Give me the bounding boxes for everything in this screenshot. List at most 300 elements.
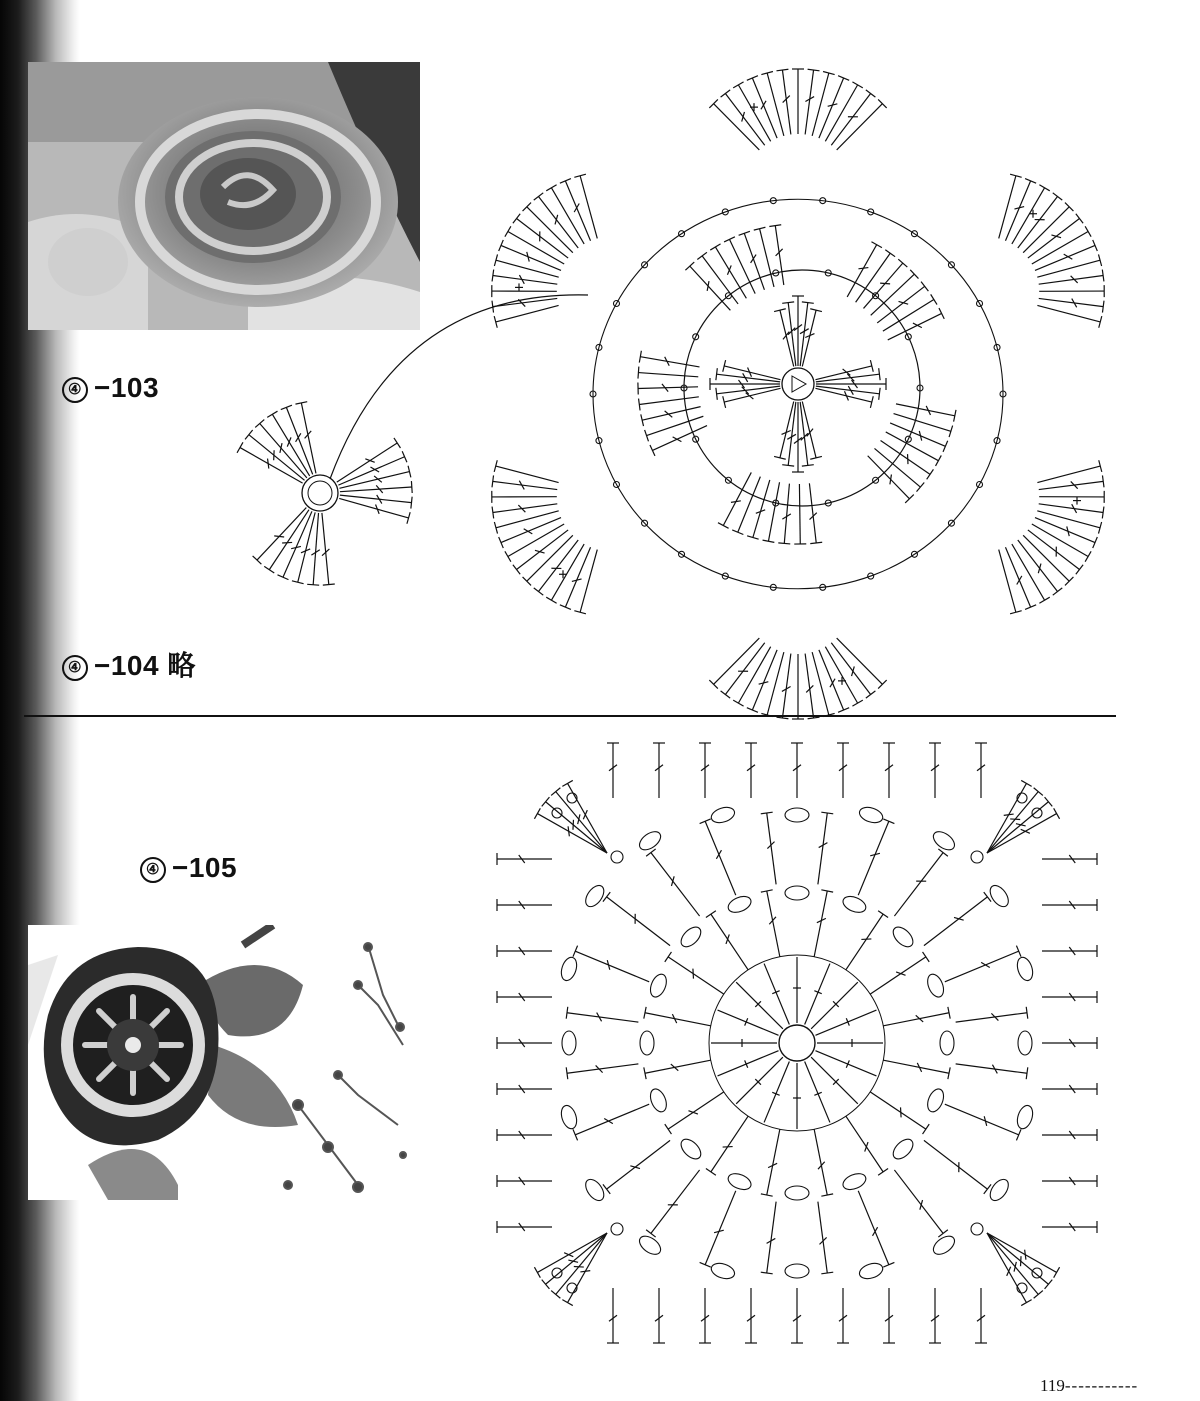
stitch-crossbar — [923, 1124, 930, 1134]
chain-stitch — [611, 1223, 623, 1235]
spoke-stitch — [815, 1010, 876, 1035]
stitch-stem — [987, 1233, 1048, 1284]
stitch-symbol — [782, 302, 796, 366]
single-crochet-symbol — [515, 283, 523, 291]
stitch-crossbar — [267, 411, 277, 417]
stitch-slash — [890, 474, 892, 484]
stitch-symbol — [534, 808, 607, 853]
chain-loop — [582, 882, 607, 910]
item-code: −104 — [94, 650, 160, 681]
stitch-slash — [865, 1142, 868, 1151]
stitch-crossbar — [700, 819, 711, 824]
chain-loop — [562, 1031, 576, 1055]
stitch-stem — [725, 93, 764, 145]
stitch-symbol — [1039, 270, 1104, 285]
stitch-stem — [702, 256, 738, 304]
stitch-slash — [852, 666, 855, 676]
stitch-symbol — [975, 743, 987, 798]
stitch-stem — [556, 792, 607, 853]
stitch-slash — [1004, 814, 1014, 815]
stitch-crossbar — [721, 691, 731, 698]
stitch-slash — [954, 917, 964, 920]
stitch-crossbar — [917, 482, 925, 491]
stitch-symbol — [706, 1116, 748, 1175]
stitch-stem — [987, 1233, 1026, 1303]
stitch-stem — [556, 1233, 607, 1294]
stitch-symbol — [956, 1064, 1028, 1079]
stitch-stem — [815, 366, 871, 380]
stitch-crossbar — [650, 445, 655, 456]
stitch-symbol — [573, 946, 649, 982]
stitch-crossbar — [716, 368, 717, 380]
stitch-crossbar — [492, 507, 494, 519]
start-marker — [792, 376, 806, 392]
stitch-slash — [578, 814, 580, 824]
stitch-stem — [800, 402, 808, 466]
stitch-symbol — [523, 535, 573, 585]
stitch-stem — [705, 1191, 736, 1265]
page-number-value: 119 — [1040, 1376, 1065, 1395]
stitch-crossbar — [782, 465, 794, 466]
stitch-stem — [744, 233, 764, 290]
stitch-stem — [894, 1170, 943, 1233]
stitch-symbol — [492, 491, 557, 503]
stitch-symbol — [566, 1007, 638, 1022]
stitch-symbol — [800, 302, 814, 366]
stitch-symbol — [776, 654, 790, 719]
stitch-symbol — [776, 69, 790, 134]
chain-loop — [559, 1104, 580, 1131]
stitch-crossbar — [513, 214, 520, 224]
stitch-stem — [647, 416, 704, 435]
stitch-symbol — [761, 812, 776, 884]
magic-ring — [779, 1025, 815, 1061]
stitch-crossbar — [573, 1129, 578, 1140]
chain-loop — [559, 955, 580, 982]
chain-loop — [987, 882, 1012, 910]
stitch-crossbar — [566, 1007, 568, 1019]
stitch-crossbar — [573, 946, 578, 957]
chain-loop — [709, 805, 736, 826]
stitch-slash — [374, 476, 382, 482]
stitch-crossbar — [921, 282, 928, 292]
stitch-symbol — [1023, 203, 1073, 253]
stitch-symbol — [709, 638, 759, 688]
chain-stitch — [1032, 808, 1042, 818]
stitch-stem — [987, 792, 1038, 853]
stitch-stem — [496, 511, 559, 528]
stitch-symbol — [1042, 853, 1097, 865]
chain-loop — [785, 1264, 809, 1278]
stitch-crossbar — [1102, 270, 1104, 282]
stitch-stem — [987, 1233, 1038, 1294]
stitch-stem — [896, 404, 955, 416]
stitch-symbol — [699, 1288, 711, 1343]
stitch-stem — [818, 813, 827, 884]
stitch-symbol — [1042, 991, 1097, 1003]
stitch-crossbar — [1102, 475, 1104, 487]
stitch-crossbar — [638, 367, 639, 379]
stitch-symbol — [1042, 1083, 1097, 1095]
stitch-stem — [501, 518, 561, 543]
stitch-stem — [760, 229, 774, 287]
stitch-stem — [668, 957, 724, 994]
stitch-symbol — [1042, 1175, 1097, 1187]
stitch-symbol — [816, 386, 880, 400]
stitch-symbol — [562, 1233, 607, 1306]
stitch-stem — [800, 303, 808, 367]
stitch-crossbar — [1076, 565, 1083, 575]
stitch-crossbar — [1053, 588, 1063, 595]
stitch-symbol — [700, 1191, 736, 1267]
stitch-stem — [715, 247, 746, 298]
stitch-crossbar — [936, 455, 942, 466]
stitch-symbol — [497, 853, 552, 865]
stitch-symbol — [1042, 945, 1097, 957]
stitch-symbol — [883, 1288, 895, 1343]
stitch-symbol — [894, 1170, 947, 1237]
stitch-symbol — [883, 743, 895, 798]
stitch-symbol — [929, 743, 941, 798]
stitch-symbol — [745, 1288, 757, 1343]
stitch-crossbar — [546, 185, 556, 191]
stitch-stem — [638, 387, 698, 389]
stitch-stem — [575, 1104, 649, 1135]
stitch-symbol — [716, 368, 780, 382]
stitch-symbol — [494, 460, 558, 482]
stitch-crossbar — [245, 430, 253, 439]
stitch-stem — [999, 176, 1016, 239]
stitch-stem — [690, 266, 731, 310]
stitch-crossbar — [307, 584, 319, 585]
stitch-stem — [1039, 504, 1103, 513]
stitch-symbol — [1042, 1221, 1097, 1233]
stitch-stem — [496, 466, 559, 482]
chain-loop — [1018, 1031, 1032, 1055]
stitch-stem — [809, 483, 816, 543]
stitch-stem — [767, 1202, 776, 1273]
circled-number-4: ④ — [140, 857, 166, 883]
stitch-symbol — [924, 892, 991, 945]
stitch-symbol — [653, 743, 665, 798]
chain-loop — [636, 828, 664, 853]
stitch-crossbar — [883, 1262, 894, 1267]
stitch-stem — [883, 1060, 949, 1073]
stitch-crossbar — [733, 700, 743, 706]
stitch-symbol — [253, 508, 307, 565]
stitch-symbol — [883, 1060, 950, 1079]
stitch-slash — [746, 393, 754, 399]
stitch-symbol — [497, 1037, 552, 1049]
chain-stitch — [552, 1268, 562, 1278]
stitch-symbol — [945, 1104, 1021, 1140]
stitch-symbol — [700, 819, 736, 895]
stitch-slash — [580, 1271, 590, 1272]
chain-loop — [647, 1087, 669, 1115]
stitch-slash — [574, 1267, 584, 1268]
stitch-symbol — [956, 1007, 1028, 1022]
stitch-symbol — [818, 812, 833, 884]
stitch-stem — [767, 1129, 780, 1195]
stitch-crossbar — [778, 543, 790, 544]
stitch-slash — [1021, 1256, 1022, 1266]
stitch-symbol — [745, 743, 757, 798]
stitch-crossbar — [852, 700, 862, 706]
chain-loop — [890, 1136, 917, 1163]
stitch-stem — [711, 1116, 748, 1172]
stitch-stem — [886, 432, 939, 461]
stitch-symbol — [492, 285, 557, 297]
stitch-symbol — [718, 472, 751, 528]
stitch-slash — [920, 1200, 923, 1210]
stitch-stem — [580, 550, 597, 613]
spoke-stitch — [815, 1051, 876, 1076]
stitch-crossbar — [1034, 788, 1043, 796]
stitch-crossbar — [1076, 214, 1083, 224]
stitch-stem — [1035, 245, 1095, 270]
stitch-symbol — [566, 1064, 638, 1079]
spoke-stitch — [805, 964, 830, 1025]
stitch-stem — [537, 1233, 607, 1272]
stitch-slash — [274, 536, 284, 537]
stitch-crossbar — [1025, 605, 1036, 610]
stitch-symbol — [523, 203, 573, 253]
leaf-ring — [302, 475, 338, 511]
stitch-stem — [752, 78, 777, 138]
stitch-symbol — [802, 309, 822, 367]
stitch-symbol — [805, 654, 819, 719]
stitch-symbol — [665, 1092, 724, 1134]
stitch-symbol — [792, 402, 804, 472]
stitch-symbol — [883, 1007, 950, 1026]
spoke-stitch — [718, 1010, 779, 1035]
stitch-crossbar — [821, 812, 833, 814]
inner-round-line — [684, 270, 920, 506]
stitch-symbol — [1023, 535, 1073, 585]
stitch-stem — [711, 914, 748, 970]
stitch-symbol — [322, 513, 335, 585]
stitch-symbol — [792, 654, 804, 719]
stitch-stem — [805, 70, 813, 134]
single-crochet-symbol — [1029, 210, 1037, 218]
stitch-symbol — [1037, 460, 1101, 482]
stitch-symbol — [987, 1233, 1032, 1306]
stitch-stem — [782, 654, 790, 718]
stitch-symbol — [794, 484, 806, 544]
stitch-slash — [751, 255, 757, 263]
stitch-stem — [1005, 547, 1030, 607]
stitch-stem — [565, 181, 590, 241]
stitch-symbol — [870, 1092, 929, 1134]
round-square-crochet-chart-105 — [497, 743, 1097, 1343]
stitch-stem — [639, 397, 699, 405]
stitch-symbol — [492, 270, 557, 285]
stitch-stem — [816, 386, 880, 394]
stitch-stem — [802, 401, 816, 457]
stitch-symbol — [747, 480, 770, 539]
stitch-crossbar — [808, 69, 820, 71]
stitch-symbol — [340, 481, 412, 493]
stitch-crossbar — [546, 597, 556, 603]
stitch-symbol — [603, 892, 670, 945]
stitch-crossbar — [665, 952, 672, 962]
stitch-crossbar — [716, 388, 717, 400]
stitch-slash — [731, 501, 741, 503]
stitch-stem — [987, 783, 1026, 853]
stitch-symbol — [809, 483, 822, 543]
stitch-stem — [640, 357, 699, 367]
stitch-symbol — [814, 1129, 833, 1196]
stitch-stem — [1037, 466, 1100, 482]
stitch-crossbar — [821, 1272, 833, 1274]
stitch-symbol — [837, 743, 849, 798]
stitch-crossbar — [1039, 185, 1049, 191]
spoke-stitch — [736, 982, 783, 1029]
chain-loop — [726, 1171, 754, 1193]
stitch-crossbar — [747, 76, 758, 81]
stitch-symbol — [858, 1191, 894, 1267]
stitch-stem — [767, 73, 784, 136]
stitch-symbol — [802, 401, 822, 459]
stitch-symbol — [815, 388, 873, 408]
stitch-stem — [877, 286, 925, 323]
stitch-crossbar — [1085, 226, 1091, 236]
stitch-symbol — [603, 1140, 670, 1193]
stitch-crossbar — [927, 469, 934, 479]
stitch-symbol — [492, 475, 557, 489]
stitch-symbol — [1042, 1129, 1097, 1141]
stitch-stem — [870, 957, 926, 994]
stitch-slash — [282, 542, 292, 543]
stitch-stem — [815, 388, 871, 402]
stitch-symbol — [987, 788, 1043, 853]
stitch-crossbar — [802, 465, 814, 466]
stitch-stem — [788, 303, 796, 367]
stitch-stem — [945, 1104, 1019, 1135]
stitch-symbol — [723, 388, 781, 408]
stitch-stem — [257, 508, 306, 560]
stitch-stem — [883, 1013, 949, 1026]
stitch-symbol — [987, 808, 1060, 853]
stitch-symbol — [814, 890, 833, 957]
chain-loop — [987, 1176, 1012, 1204]
chain-loop — [930, 1233, 958, 1258]
stitch-symbol — [754, 227, 774, 287]
stitch-stem — [831, 93, 870, 145]
stitch-symbol — [542, 1233, 607, 1289]
stitch-crossbar — [665, 1124, 672, 1134]
stitch-stem — [723, 472, 751, 525]
stitch-symbol — [646, 1170, 699, 1237]
stitch-crossbar — [560, 179, 571, 184]
stitch-crossbar — [1034, 1291, 1043, 1299]
stitch-stem — [846, 914, 883, 970]
stitch-stem — [568, 1233, 607, 1303]
stitch-crossbar — [697, 252, 707, 259]
chain-stitch — [971, 851, 983, 863]
stitch-symbol — [778, 484, 791, 544]
stitch-symbol — [791, 1288, 803, 1343]
chain-loop — [1015, 1104, 1036, 1131]
stitch-crossbar — [264, 566, 274, 573]
stitch-stem — [987, 802, 1048, 853]
stitch-symbol — [929, 1288, 941, 1343]
stitch-stem — [638, 373, 698, 377]
stitch-symbol — [551, 788, 607, 853]
stitch-symbol — [763, 482, 780, 542]
stitch-stem — [725, 643, 764, 695]
spoke-stitch — [764, 1061, 789, 1122]
stitch-crossbar — [871, 242, 881, 248]
stitch-symbol — [641, 407, 701, 426]
stitch-crossbar — [802, 302, 814, 303]
stitch-stem — [780, 310, 794, 366]
stitch-crossbar — [534, 588, 544, 595]
stitch-symbol — [816, 368, 880, 382]
stitch-crossbar — [724, 237, 735, 242]
stitch-symbol — [644, 1007, 711, 1026]
stitch-stem — [924, 897, 987, 946]
stitch-slash — [742, 112, 745, 122]
stitch-symbol — [987, 1233, 1043, 1298]
stitch-symbol — [281, 405, 313, 474]
stitch-slash — [1010, 819, 1020, 820]
stitch-stem — [1039, 481, 1103, 489]
stitch-crossbar — [838, 708, 849, 713]
stitch-crossbar — [323, 584, 335, 585]
stitch-crossbar — [542, 1280, 550, 1289]
stitch-symbol — [724, 237, 755, 294]
stitch-symbol — [987, 1233, 1052, 1289]
stitch-crossbar — [733, 82, 743, 88]
stitch-symbol — [987, 1233, 1060, 1278]
stitch-stem — [645, 1060, 711, 1073]
stitch-symbol — [870, 952, 929, 994]
stitch-crossbar — [277, 575, 288, 580]
page-number — [1040, 1376, 1138, 1396]
stitch-symbol — [497, 1129, 552, 1141]
stitch-symbol — [896, 404, 956, 422]
stitch-stem — [607, 897, 670, 946]
stitch-slash — [899, 301, 909, 304]
stitch-stem — [546, 1233, 607, 1284]
stitch-stem — [537, 814, 607, 853]
stitch-crossbar — [810, 542, 822, 543]
stitch-symbol — [774, 401, 794, 459]
stitch-stem — [724, 366, 780, 380]
stitch-crossbar — [1102, 507, 1104, 519]
stitch-crossbar — [1025, 179, 1036, 184]
stitch-crossbar — [1021, 780, 1031, 786]
stitch-symbol — [945, 946, 1021, 982]
stitch-crossbar — [883, 819, 894, 824]
leaf-inner-ring — [308, 481, 332, 505]
stitch-crossbar — [1053, 193, 1063, 200]
stitch-slash — [365, 459, 374, 462]
chain-loop — [785, 808, 809, 822]
stitch-slash — [843, 369, 851, 375]
stitch-symbol — [894, 414, 953, 437]
stitch-slash — [665, 411, 673, 417]
stitch-symbol — [1039, 285, 1104, 297]
stitch-symbol — [706, 911, 748, 970]
stitch-crossbar — [411, 497, 412, 509]
stitch-symbol — [761, 890, 780, 957]
stitch-stem — [1037, 511, 1100, 528]
stitch-symbol — [639, 351, 699, 367]
stitch-crossbar — [394, 438, 401, 448]
stitch-stem — [651, 1170, 700, 1233]
